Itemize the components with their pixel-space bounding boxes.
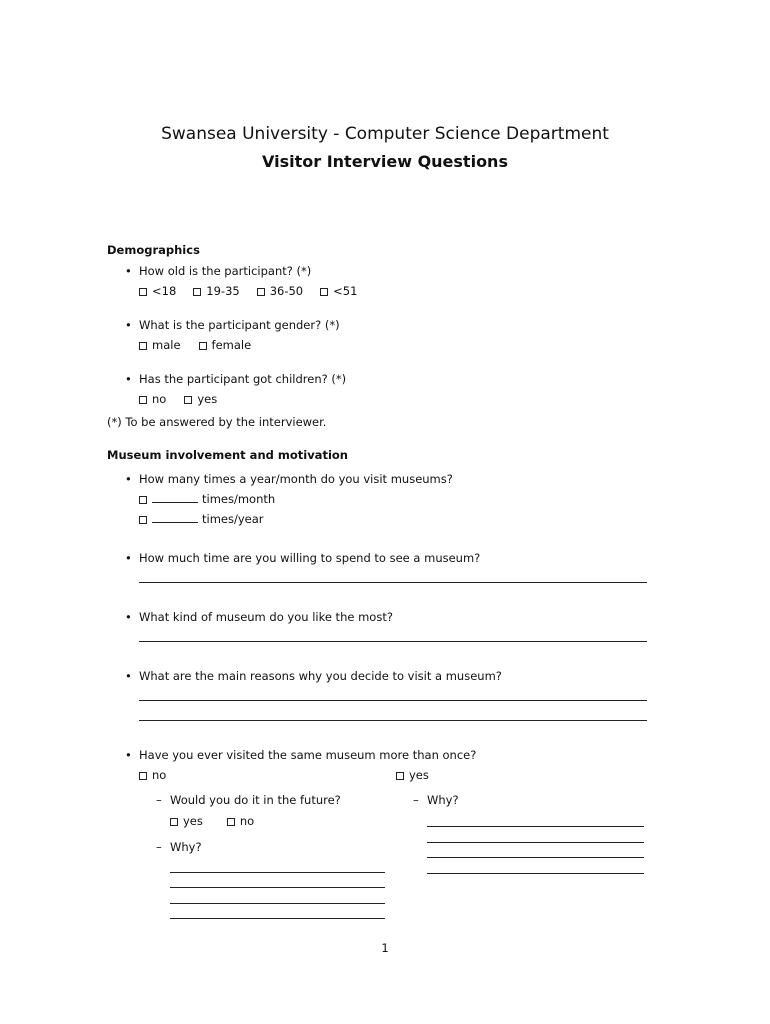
option-gender-female[interactable]: female bbox=[199, 338, 252, 352]
option-age-19-35[interactable]: 19-35 bbox=[193, 284, 239, 298]
why-label-no-branch: – Why? bbox=[170, 840, 202, 854]
checkbox-icon bbox=[396, 772, 404, 780]
option-same-no[interactable]: no bbox=[139, 768, 166, 782]
checkbox-icon bbox=[193, 288, 201, 296]
option-age-36-50[interactable]: 36-50 bbox=[257, 284, 303, 298]
checkbox-icon bbox=[257, 288, 265, 296]
options-gender bbox=[139, 338, 269, 352]
frequency-month-row[interactable]: times/month bbox=[139, 492, 275, 506]
question-gender: • What is the participant gender? (*) bbox=[139, 318, 340, 332]
answer-line-yes-why-4[interactable] bbox=[427, 873, 644, 874]
answer-line-no-why-3[interactable] bbox=[170, 903, 385, 904]
answer-line-no-why-2[interactable] bbox=[170, 887, 385, 888]
checkbox-icon bbox=[170, 818, 178, 826]
answer-line-yes-why-2[interactable] bbox=[427, 842, 644, 843]
section-heading-demographics: Demographics bbox=[107, 243, 200, 257]
frequency-year-blank[interactable] bbox=[152, 512, 198, 523]
checkbox-icon bbox=[139, 516, 147, 524]
answer-line-no-why-1[interactable] bbox=[170, 872, 385, 873]
answer-line-no-why-4[interactable] bbox=[170, 918, 385, 919]
checkbox-icon bbox=[139, 496, 147, 504]
answer-line-reasons-1[interactable] bbox=[139, 700, 647, 701]
options-future bbox=[170, 814, 272, 828]
option-age-over-51[interactable]: <51 bbox=[320, 284, 357, 298]
option-same-yes[interactable]: yes bbox=[396, 768, 429, 782]
option-gender-male[interactable]: male bbox=[139, 338, 181, 352]
question-frequency: • How many times a year/month do you visit museums? bbox=[139, 472, 453, 486]
option-future-yes[interactable]: yes bbox=[170, 814, 203, 828]
option-future-no[interactable]: no bbox=[227, 814, 254, 828]
answer-line-reasons-2[interactable] bbox=[139, 720, 647, 721]
answer-line-yes-why-1[interactable] bbox=[427, 826, 644, 827]
document-subtitle: Visitor Interview Questions bbox=[262, 152, 508, 171]
option-age-under-18[interactable]: <18 bbox=[139, 284, 176, 298]
question-time: • How much time are you willing to spend to see a museum? bbox=[139, 551, 480, 565]
checkbox-icon bbox=[139, 396, 147, 404]
checkbox-icon bbox=[227, 818, 235, 826]
question-same-museum: • Have you ever visited the same museum more than once? bbox=[139, 748, 476, 762]
checkbox-icon bbox=[139, 288, 147, 296]
question-reasons: • What are the main reasons why you decide to visit a museum? bbox=[139, 669, 502, 683]
answer-line-kind[interactable] bbox=[139, 641, 647, 642]
options-children bbox=[139, 392, 235, 406]
why-label-yes-branch: – Why? bbox=[427, 793, 459, 807]
options-age bbox=[139, 284, 375, 298]
question-children: • Has the participant got children? (*) bbox=[139, 372, 346, 386]
interviewer-note: (*) To be answered by the interviewer. bbox=[107, 415, 327, 429]
checkbox-icon bbox=[139, 342, 147, 350]
section-heading-museum: Museum involvement and motivation bbox=[107, 448, 348, 462]
checkbox-icon bbox=[184, 396, 192, 404]
checkbox-icon bbox=[139, 772, 147, 780]
question-age: • How old is the participant? (*) bbox=[139, 264, 311, 278]
answer-line-time[interactable] bbox=[139, 582, 647, 583]
answer-line-yes-why-3[interactable] bbox=[427, 857, 644, 858]
frequency-month-blank[interactable] bbox=[152, 492, 198, 503]
page-number: 1 bbox=[381, 941, 389, 955]
option-children-yes[interactable]: yes bbox=[184, 392, 217, 406]
checkbox-icon bbox=[199, 342, 207, 350]
question-future: – Would you do it in the future? bbox=[170, 793, 341, 807]
question-kind: • What kind of museum do you like the most? bbox=[139, 610, 393, 624]
option-children-no[interactable]: no bbox=[139, 392, 166, 406]
document-title: Swansea University - Computer Science Department bbox=[161, 124, 609, 144]
frequency-year-row[interactable]: times/year bbox=[139, 512, 264, 526]
checkbox-icon bbox=[320, 288, 328, 296]
